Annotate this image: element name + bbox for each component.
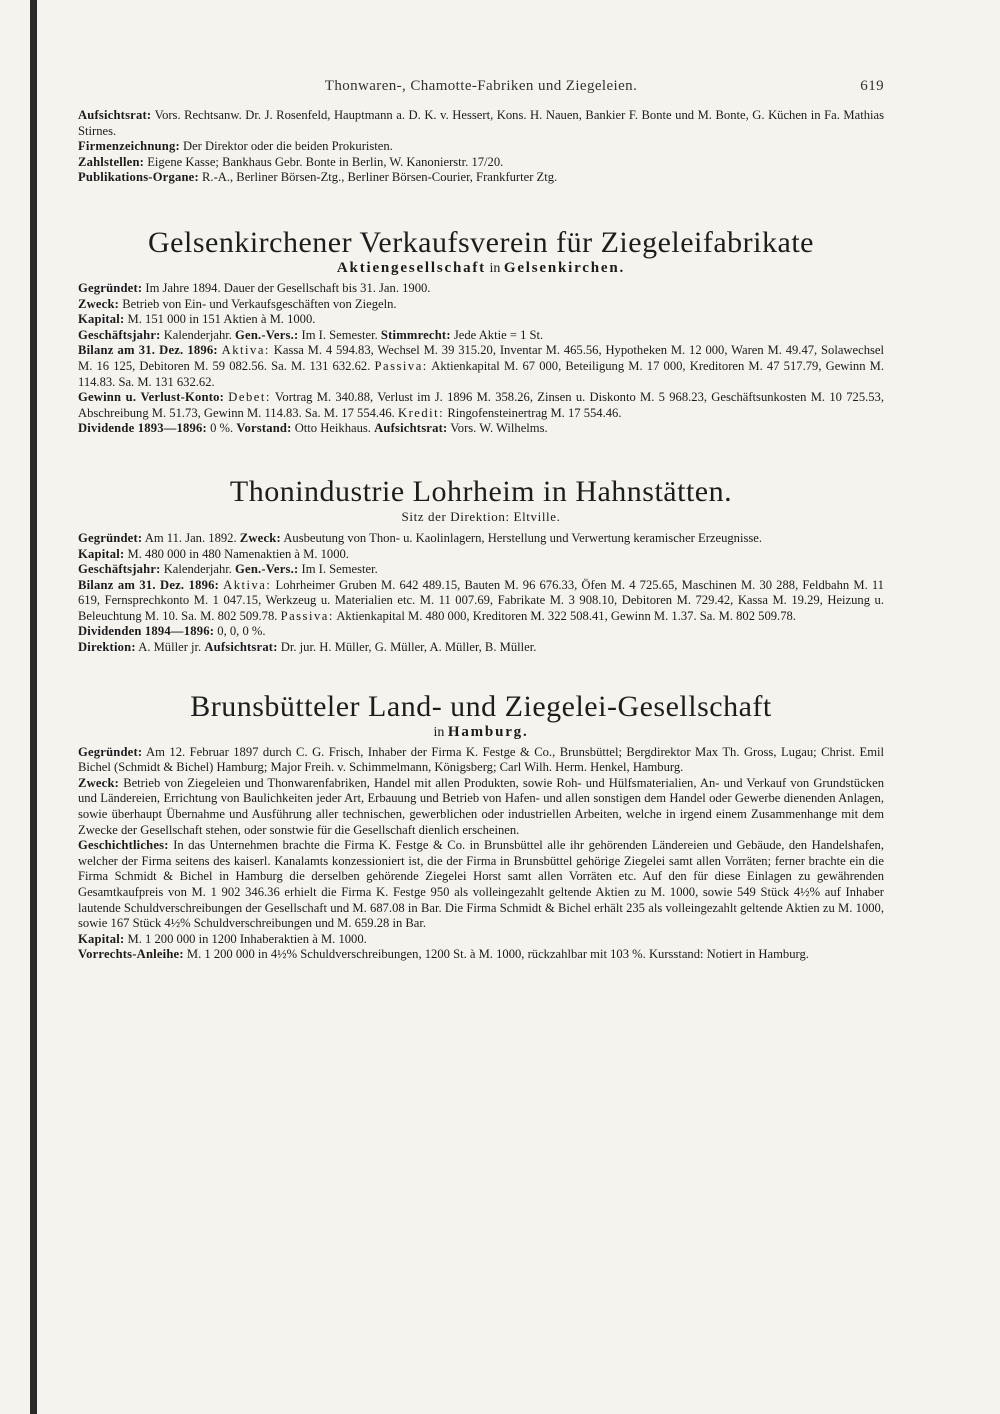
field-text: Im I. Semester. — [301, 562, 378, 577]
field-founded — [78, 531, 884, 547]
field-key: Gegründet: — [78, 530, 143, 545]
entry-line — [78, 155, 884, 171]
field-text: M. 1 200 000 in 4½% Schuldverschreibungen, 1200 St. à M. 1000, rückzahlbar mit 103 %. Kursstand: Notiert in Hamburg. — [186, 947, 809, 962]
field-key: Gewinn u. Verlust-Konto: — [78, 390, 224, 405]
field-text: A. Müller jr. — [138, 640, 202, 655]
field-text: Vortrag M. 340.88, Verlust im J. 1896 M. 358.26, Zinsen u. Diskonto M. 5 968.23, Geschäftsunkosten M. 10 725.53, Abschreibung M. 51.73, Gewinn M. 114.83. Sa. M. 17 554.46. — [78, 390, 885, 420]
top-entry — [78, 108, 884, 186]
field-purpose — [78, 297, 884, 313]
field-fiscal-year — [78, 328, 884, 344]
field-text: 0, 0, 0 %. — [217, 624, 266, 639]
field-key: Vorrechts-Anleihe: — [78, 947, 184, 962]
field-text: Betrieb von Ein- und Verkaufsgeschäften von Ziegeln. — [122, 296, 397, 311]
field-key: Stimmrecht: — [380, 327, 451, 342]
field-text: Otto Heikhaus. — [294, 421, 371, 436]
field-text: Der Direktor oder die beiden Prokuristen. — [183, 139, 393, 154]
field-balance — [78, 578, 884, 625]
field-key: Vorstand: — [236, 421, 292, 436]
subtitle-connector: in — [433, 724, 448, 740]
field-board — [78, 640, 884, 656]
credit-label: Kredit: — [397, 405, 445, 420]
field-text: Ausbeutung von Thon- u. Kaolinlagern, Herstellung und Verwertung keramischer Erzeugnisse. — [283, 530, 763, 545]
field-key: Zweck: — [78, 775, 120, 790]
subtitle-connector: in — [485, 260, 504, 276]
page-number: 619 — [860, 78, 884, 94]
entry-line — [78, 139, 884, 155]
company-title: Gelsenkirchener Verkaufsverein für Ziegeleifabrikate — [148, 225, 814, 259]
field-text: Vors. W. Wilhelms. — [450, 421, 548, 436]
field-key: Kapital: — [78, 312, 125, 327]
field-key: Aufsichtsrat: — [374, 421, 448, 436]
field-text: Am 12. Februar 1897 durch C. G. Frisch, Inhaber der Firma K. Festge & Co., Brunsbüttel; Bergdirektor Max Th. Gross, Lugau; Christ. Emil Bichel (Schmidt & Bichel) Hamburg; Major Freih. v. Schimmelmann, Königsberg; Carl Wilh. Herm. Henkel, Hamburg. — [78, 744, 884, 775]
field-text: M. 480 000 in 480 Namenaktien à M. 1000. — [127, 546, 349, 561]
assets-label: Aktiva: — [221, 343, 270, 358]
field-text: Kassa M. 4 594.83, Wechsel M. 39 315.20, Inventar M. 465.56, Hypotheken M. 12 000, Waren M. 49.47, Solawechsel M. 16 125, Debitoren M. 59 082.56. Sa. M. 131 632.62. — [78, 343, 884, 373]
field-fiscal-year — [78, 562, 884, 578]
field-key: Firmenzeichnung: — [78, 139, 180, 154]
company-title: Brunsbütteler Land- und Ziegelei-Gesellschaft — [190, 689, 772, 723]
field-capital — [78, 312, 884, 328]
entry-line — [78, 170, 884, 186]
field-capital — [78, 932, 884, 948]
company-subtitle — [78, 724, 884, 741]
field-key: Aufsichtsrat: — [78, 108, 152, 122]
field-purpose — [78, 776, 884, 838]
assets-label: Aktiva: — [223, 577, 272, 592]
field-text: R.-A., Berliner Börsen-Ztg., Berliner Börsen-Courier, Frankfurter Ztg. — [202, 170, 558, 185]
field-key: Geschichtliches: — [78, 838, 169, 853]
binding-edge — [30, 0, 37, 1414]
field-preferred-loan — [78, 947, 884, 963]
field-text: Im Jahre 1894. Dauer der Gesellschaft bis 31. Jan. 1900. — [145, 280, 431, 295]
company-seat: Sitz der Direktion: Eltville. — [401, 508, 561, 524]
company-title: Thonindustrie Lohrheim in Hahnstätten. — [229, 474, 733, 508]
field-text: M. 1 200 000 in 1200 Inhaberaktien à M. 1000. — [127, 931, 367, 946]
field-key: Direktion: — [78, 640, 136, 655]
field-text: Aktienkapital M. 480 000, Kreditoren M. 322 508.41, Gewinn M. 1.37. Sa. M. 802 509.78. — [336, 608, 796, 623]
field-text: Im I. Semester. — [301, 327, 378, 342]
legal-form: Aktiengesellschaft — [336, 259, 486, 276]
company-entry-lohrheim — [78, 475, 884, 656]
entry-line — [78, 108, 884, 139]
running-head — [78, 78, 884, 100]
field-key: Dividende 1893—1896: — [78, 421, 207, 436]
field-founded — [78, 745, 884, 776]
liabilities-label: Passiva: — [280, 608, 334, 623]
field-capital — [78, 547, 884, 563]
field-key: Gegründet: — [78, 280, 143, 295]
field-text: M. 151 000 in 151 Aktien à M. 1000. — [127, 312, 316, 327]
field-text: Betrieb von Ziegeleien und Thonwarenfabriken, Handel mit allen Produkten, sowie Roh- und Hülfsmaterialien, An- und Verkauf von Grundstücken und Ländereien, Errichtung von Baulichkeiten jeder Art, Erbauung und Betrieb von Hafen- und allen sonstigen dem Handel oder Gewerbe dienenden Anlagen, sowie überhaupt Übernahme und Ausführung aller technischen, gewerblichen oder industriellen Arbeiten, welche in irgend einem Zusammenhange mit dem Zwecke der Gesellschaft stehen, oder sonstwie für die Gesellschaft dienlich erscheinen. — [78, 775, 884, 837]
field-key: Gegründet: — [78, 744, 143, 759]
field-key: Publikations-Organe: — [78, 170, 199, 185]
field-text: Jede Aktie = 1 St. — [453, 327, 544, 342]
page — [78, 78, 884, 963]
field-dividend — [78, 624, 884, 640]
company-place: Gelsenkirchen. — [503, 259, 626, 276]
field-key: Gen.-Vers.: — [235, 562, 299, 577]
company-subtitle — [78, 260, 884, 277]
field-founded — [78, 281, 884, 297]
field-text: Vors. Rechtsanw. Dr. J. Rosenfeld, Hauptmann a. D. K. v. Hessert, Kons. H. Nauen, Bankier F. Bonte und M. Bonte, G. Küchen in Fa. Mathias Stirnes. — [78, 108, 884, 138]
field-text: 0 %. — [210, 421, 234, 436]
company-entry-brunsbuettel — [78, 690, 884, 963]
field-key: Geschäftsjahr: — [78, 562, 161, 577]
field-key: Geschäftsjahr: — [78, 327, 161, 342]
field-key: Bilanz am 31. Dez. 1896: — [78, 343, 218, 358]
field-key: Kapital: — [78, 931, 125, 946]
field-text: Am 11. Jan. 1892. — [144, 530, 237, 545]
field-key: Zweck: — [239, 530, 281, 545]
field-dividend — [78, 421, 884, 437]
field-key: Dividenden 1894—1896: — [78, 624, 215, 639]
field-text: Dr. jur. H. Müller, G. Müller, A. Müller, B. Müller. — [280, 640, 537, 655]
field-key: Zahlstellen: — [78, 154, 145, 169]
company-place: Hamburg. — [447, 723, 529, 740]
field-text: Kalenderjahr. — [163, 562, 232, 577]
field-key: Gen.-Vers.: — [235, 327, 299, 342]
field-text: Kalenderjahr. — [163, 327, 232, 342]
field-balance — [78, 343, 884, 390]
field-text: Aktienkapital M. 67 000, Beteiligung M. 17 000, Kreditoren M. 47 517.79, Gewinn M. 114.83. Sa. M. 131 632.62. — [78, 358, 884, 389]
running-title: Thonwaren-, Chamotte-Fabriken und Ziegeleien. — [324, 78, 638, 94]
field-history — [78, 838, 884, 932]
field-text: In das Unternehmen brachte die Firma K. Festge & Co. in Brunsbüttel alle ihr gehörenden Ländereien und Gebäude, den Handelshafen, welcher der Firma seitens des kaiserl. Kanalamts konzessioniert ist, die der Firma in Brunsbüttel gehörige Ziegelei samt allen Vorräten; ferner brachte ein die Firma Schmidt & Bichel in Hamburg die derselben gehörende Ziegelei Horst samt allen Vorräten etc. Auf den für diese Einlagen zu gewährenden Gesamtkaufpreis von M. 1 902 346.36 erhielt die Firma K. Festge 950 als volleingezahlt geltende Aktien zu M. 1000, sowie 549 Stück 4½% auf Inhaber lautende Schuldverschreibungen der Gesellschaft und M. 687.08 in Bar. Die Firma Schmidt & Bichel erhält 235 als volleingezahlt geltende Aktien zu M. 1000, sowie 167 Stück 4½% Schuldverschreibungen und M. 659.28 in Bar. — [78, 838, 884, 931]
company-entry-gelsenkirchen — [78, 226, 884, 437]
field-key: Bilanz am 31. Dez. 1896: — [78, 577, 219, 592]
field-key: Aufsichtsrat: — [204, 640, 278, 655]
field-key: Zweck: — [78, 296, 120, 311]
field-profit-loss — [78, 390, 884, 421]
field-key: Kapital: — [78, 546, 125, 561]
liabilities-label: Passiva: — [374, 358, 428, 373]
field-text: Eigene Kasse; Bankhaus Gebr. Bonte in Berlin, W. Kanonierstr. 17/20. — [147, 154, 504, 169]
debit-label: Debet: — [228, 390, 271, 405]
field-text: Lohrheimer Gruben M. 642 489.15, Bauten M. 96 676.33, Öfen M. 4 725.65, Maschinen M. 30 288, Feldbahn M. 11 619, Fernsprechkonto M. 1 047.15, Werkzeug u. Materialien etc. M. 11 007.69, Fabrikate M. 3 908.10, Debitoren M. 729.42, Kassa M. 19.29, Heizung u. Beleuchtung M. 10. Sa. M. 802 509.78. — [78, 577, 884, 623]
field-text: Ringofensteinertrag M. 17 554.46. — [447, 405, 622, 420]
